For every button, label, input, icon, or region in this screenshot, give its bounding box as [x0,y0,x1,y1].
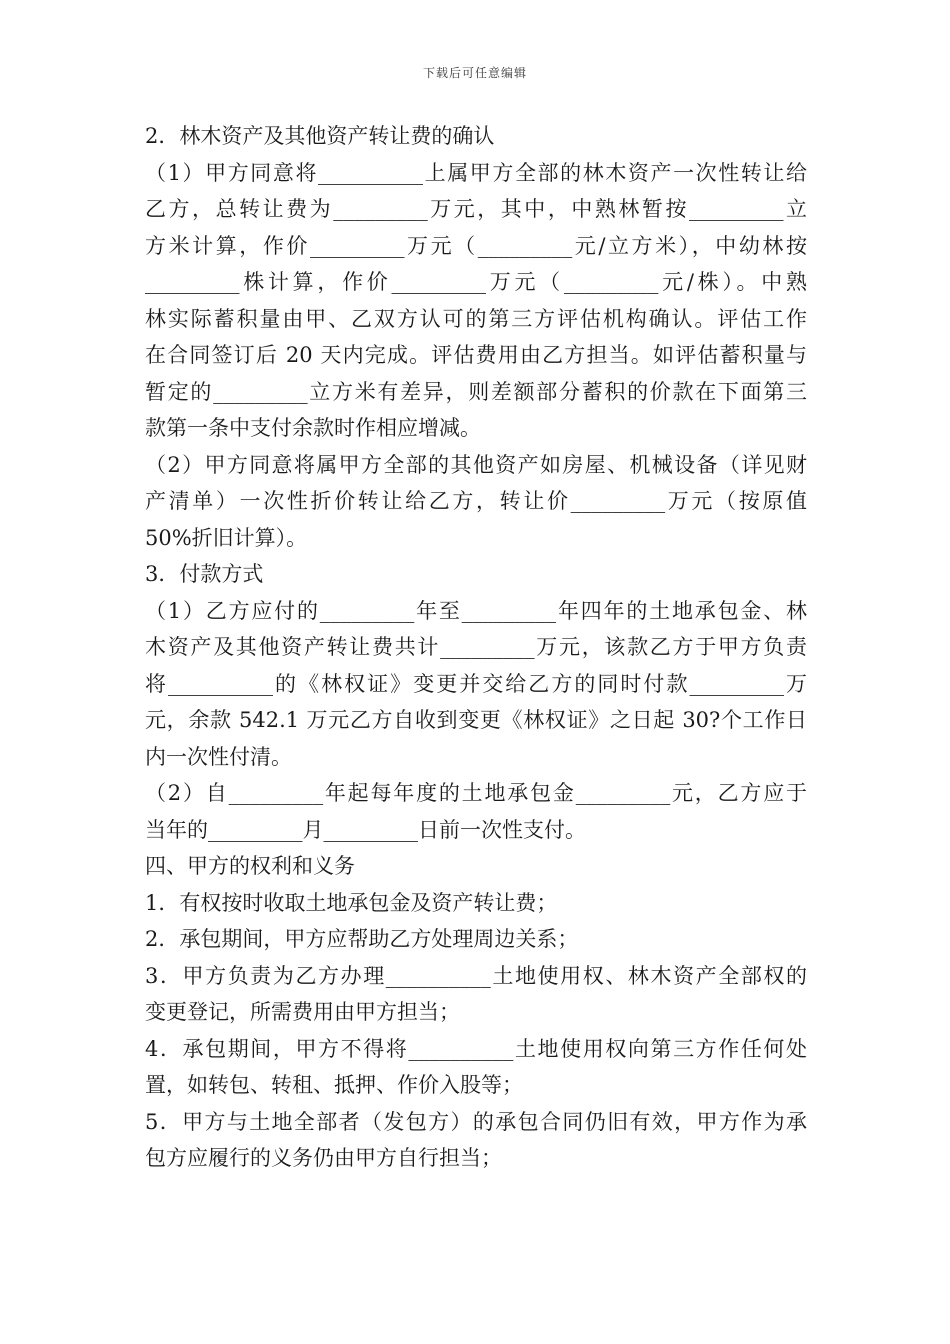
document-line: 四、甲方的权利和义务 [145,854,355,878]
document-line: 置，如转包、转租、抵押、作价入股等； [145,1073,523,1097]
document-body [145,118,807,1177]
document-line: 2．承包期间，甲方应帮助乙方处理周边关系； [145,927,579,951]
document-line: （1）甲方同意将__________上属甲方全部的林木资产一次性转让给 [145,160,807,185]
document-line: 乙方，总转让费为_________万元，其中，中熟林暂按_________立 [145,197,807,221]
document-line: 1．有权按时收取土地承包金及资产转让费； [145,890,558,915]
document-line: 将__________的《林权证》变更并交给乙方的同时付款_________万 [145,671,807,696]
document-line: 50%折旧计算）。 [145,525,308,550]
document-line: 变更登记，所需费用由甲方担当； [145,1000,460,1024]
document-line: 内一次性付清。 [145,744,292,769]
document-line: 包方应履行的义务仍由甲方自行担当； [145,1146,502,1170]
document-line: 暂定的_________立方米有差异，则差额部分蓄积的价款在下面第三 [145,379,807,404]
document-line: 林实际蓄积量由甲、乙双方认可的第三方评估机构确认。评估工作 [145,306,807,331]
document-line: 5．甲方与土地全部者（发包方）的承包合同仍旧有效，甲方作为承 [145,1109,807,1134]
page-header-note: 下载后可任意编辑 [422,66,527,80]
document-line: （2）自_________年起每年度的土地承包金_________元，乙方应于 [145,781,807,805]
document-line: 木资产及其他资产转让费共计_________万元，该款乙方于甲方负责 [145,635,807,659]
document-line: _________株计算，作价_________万元（_________元/株）。中熟 [145,270,807,294]
document-line: 当年的_________月_________日前一次性支付。 [145,817,586,842]
document-line: 2．林木资产及其他资产转让费的确认 [145,124,495,148]
document-line: 款第一条中支付余款时作相应增减。 [145,416,481,440]
document-line: 元，余款 542.1 万元乙方自收到变更《林权证》之日起 30?个工作日 [145,708,807,732]
document-line: 方米计算，作价_________万元（_________元/立方米），中幼林按 [145,233,807,258]
document-line: 产清单）一次性折价转让给乙方，转让价_________万元（按原值 [145,489,807,513]
document-line: 在合同签订后 20 天内完成。评估费用由乙方担当。如评估蓄积量与 [145,343,807,367]
document-line: 3．甲方负责为乙方办理__________土地使用权、林木资产全部权的 [145,963,807,988]
document-line: 3．付款方式 [145,562,264,586]
document-line: （2）甲方同意将属甲方全部的其他资产如房屋、机械设备（详见财 [145,452,807,477]
document-line: 4．承包期间，甲方不得将__________土地使用权向第三方作任何处 [145,1036,807,1061]
document-line: （1）乙方应付的_________年至_________年四年的土地承包金、林 [145,598,807,623]
